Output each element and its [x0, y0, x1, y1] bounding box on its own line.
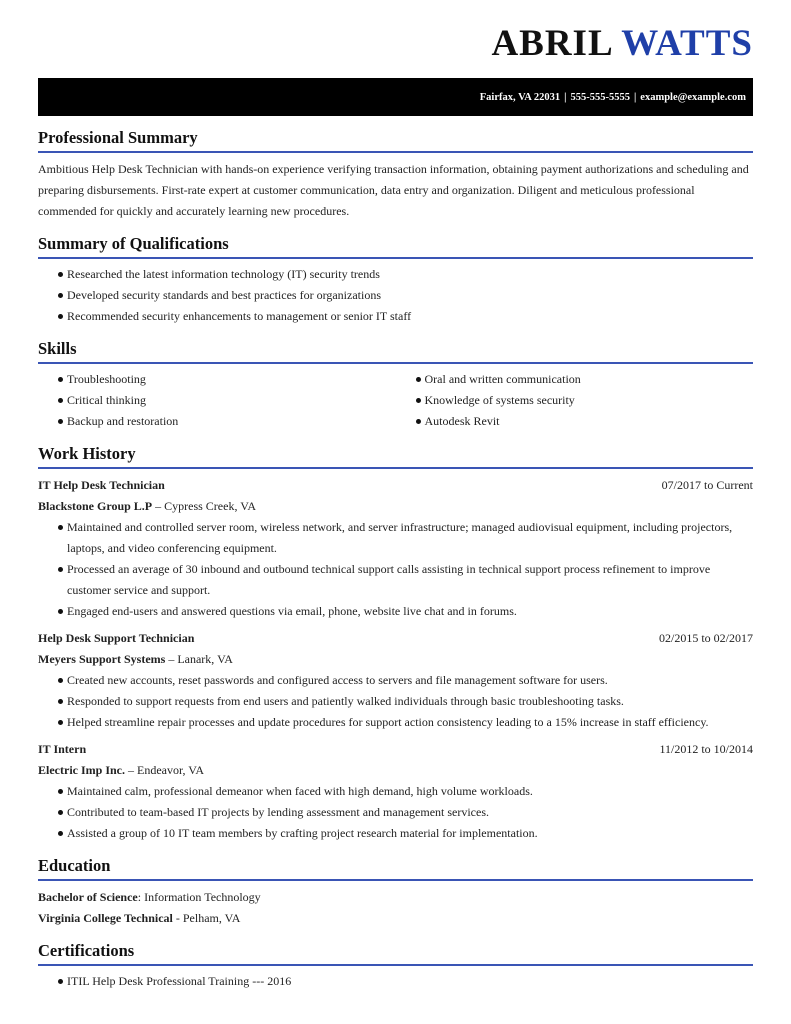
work-history-section	[38, 442, 753, 844]
list-item: Backup and restoration	[38, 411, 396, 432]
skills-left-list	[38, 369, 396, 432]
job-title: IT Help Desk Technician	[38, 478, 165, 492]
company-name: Blackstone Group L.P	[38, 499, 153, 513]
section-title: Work History	[38, 442, 753, 469]
degree-line	[38, 887, 753, 908]
phone: 555-555-5555	[570, 91, 630, 103]
list-item: Processed an average of 30 inbound and outbound technical support calls assisting in technical support process refinement to improve customer service and support.	[38, 559, 753, 601]
list-item: ITIL Help Desk Professional Training --- 2016	[38, 971, 753, 992]
degree-field: : Information Technology	[137, 890, 261, 904]
skills-section	[38, 337, 753, 432]
skills-right-list	[396, 369, 754, 432]
list-item: Developed security standards and best practices for organizations	[38, 285, 753, 306]
list-item: Contributed to team-based IT projects by lending assessment and management services.	[38, 802, 753, 823]
job-dates: 11/2012 to 10/2014	[659, 742, 753, 756]
qualifications-list	[38, 264, 753, 327]
company-line	[38, 496, 753, 517]
certifications-list	[38, 971, 753, 992]
job-bullets	[38, 517, 753, 622]
job-dates: 07/2017 to Current	[661, 478, 753, 492]
list-item: Critical thinking	[38, 390, 396, 411]
job-bullets	[38, 670, 753, 733]
first-name: ABRIL	[491, 23, 612, 64]
job-title: Help Desk Support Technician	[38, 631, 195, 645]
separator: |	[633, 91, 637, 103]
skills-columns	[38, 369, 753, 432]
list-item: Oral and written communication	[396, 369, 754, 390]
list-item: Helped streamline repair processes and update procedures for support action consistency leading to a 15% increase in staff efficiency.	[38, 712, 753, 733]
degree: Bachelor of Science	[38, 890, 138, 904]
list-item: Recommended security enhancements to management or senior IT staff	[38, 306, 753, 327]
section-title: Summary of Qualifications	[38, 232, 753, 259]
section-title: Education	[38, 854, 753, 881]
section-title: Skills	[38, 337, 753, 364]
job-entry	[38, 475, 753, 622]
list-item: Created new accounts, reset passwords and configured access to servers and file management software for users.	[38, 670, 753, 691]
list-item: Troubleshooting	[38, 369, 396, 390]
company-location: – Cypress Creek, VA	[152, 499, 257, 513]
school-name: Virginia College Technical	[38, 911, 173, 925]
school-location: - Pelham, VA	[172, 911, 241, 925]
school-line	[38, 908, 753, 929]
address: Fairfax, VA 22031	[479, 91, 561, 103]
list-item: Researched the latest information technology (IT) security trends	[38, 264, 753, 285]
company-name: Electric Imp Inc.	[38, 763, 125, 777]
company-line	[38, 649, 753, 670]
list-item: Assisted a group of 10 IT team members by crafting project research material for implementation.	[38, 823, 753, 844]
summary-text: Ambitious Help Desk Technician with hands-on experience verifying transaction information, obtaining payment authorizations and scheduling and preparing disbursements. First-rate expert at customer communication, data entry and organization. Diligent and meticulous professional commended for quickly and accurately learning new procedures.	[38, 162, 749, 218]
company-location: – Lanark, VA	[165, 652, 233, 666]
list-item: Autodesk Revit	[396, 411, 754, 432]
candidate-name	[491, 22, 753, 66]
job-title: IT Intern	[38, 742, 87, 756]
job-entry	[38, 739, 753, 844]
contact-bar	[38, 78, 753, 116]
list-item: Engaged end-users and answered questions via email, phone, website live chat and in forums.	[38, 601, 753, 622]
qualifications-section	[38, 232, 753, 327]
last-name: WATTS	[621, 23, 753, 64]
list-item: Knowledge of systems security	[396, 390, 754, 411]
professional-summary-section	[38, 126, 753, 222]
company-location: – Endeavor, VA	[124, 763, 205, 777]
company-name: Meyers Support Systems	[38, 652, 166, 666]
list-item: Maintained and controlled server room, wireless network, and server infrastructure; managed audiovisual equipment, including projectors, laptops, and video conferencing equipment.	[38, 517, 753, 559]
resume-body	[38, 126, 753, 992]
email: example@example.com	[640, 91, 746, 103]
separator: |	[564, 91, 567, 103]
section-title: Certifications	[38, 939, 753, 966]
certifications-section	[38, 939, 753, 992]
job-entry	[38, 628, 753, 733]
section-title: Professional Summary	[38, 126, 753, 153]
job-bullets	[38, 781, 753, 844]
job-dates: 02/2015 to 02/2017	[658, 631, 753, 645]
list-item: Responded to support requests from end users and patiently walked individuals through basic troubleshooting tasks.	[38, 691, 753, 712]
education-section	[38, 854, 753, 929]
list-item: Maintained calm, professional demeanor when faced with high demand, high volume workloads.	[38, 781, 753, 802]
company-line	[38, 760, 753, 781]
